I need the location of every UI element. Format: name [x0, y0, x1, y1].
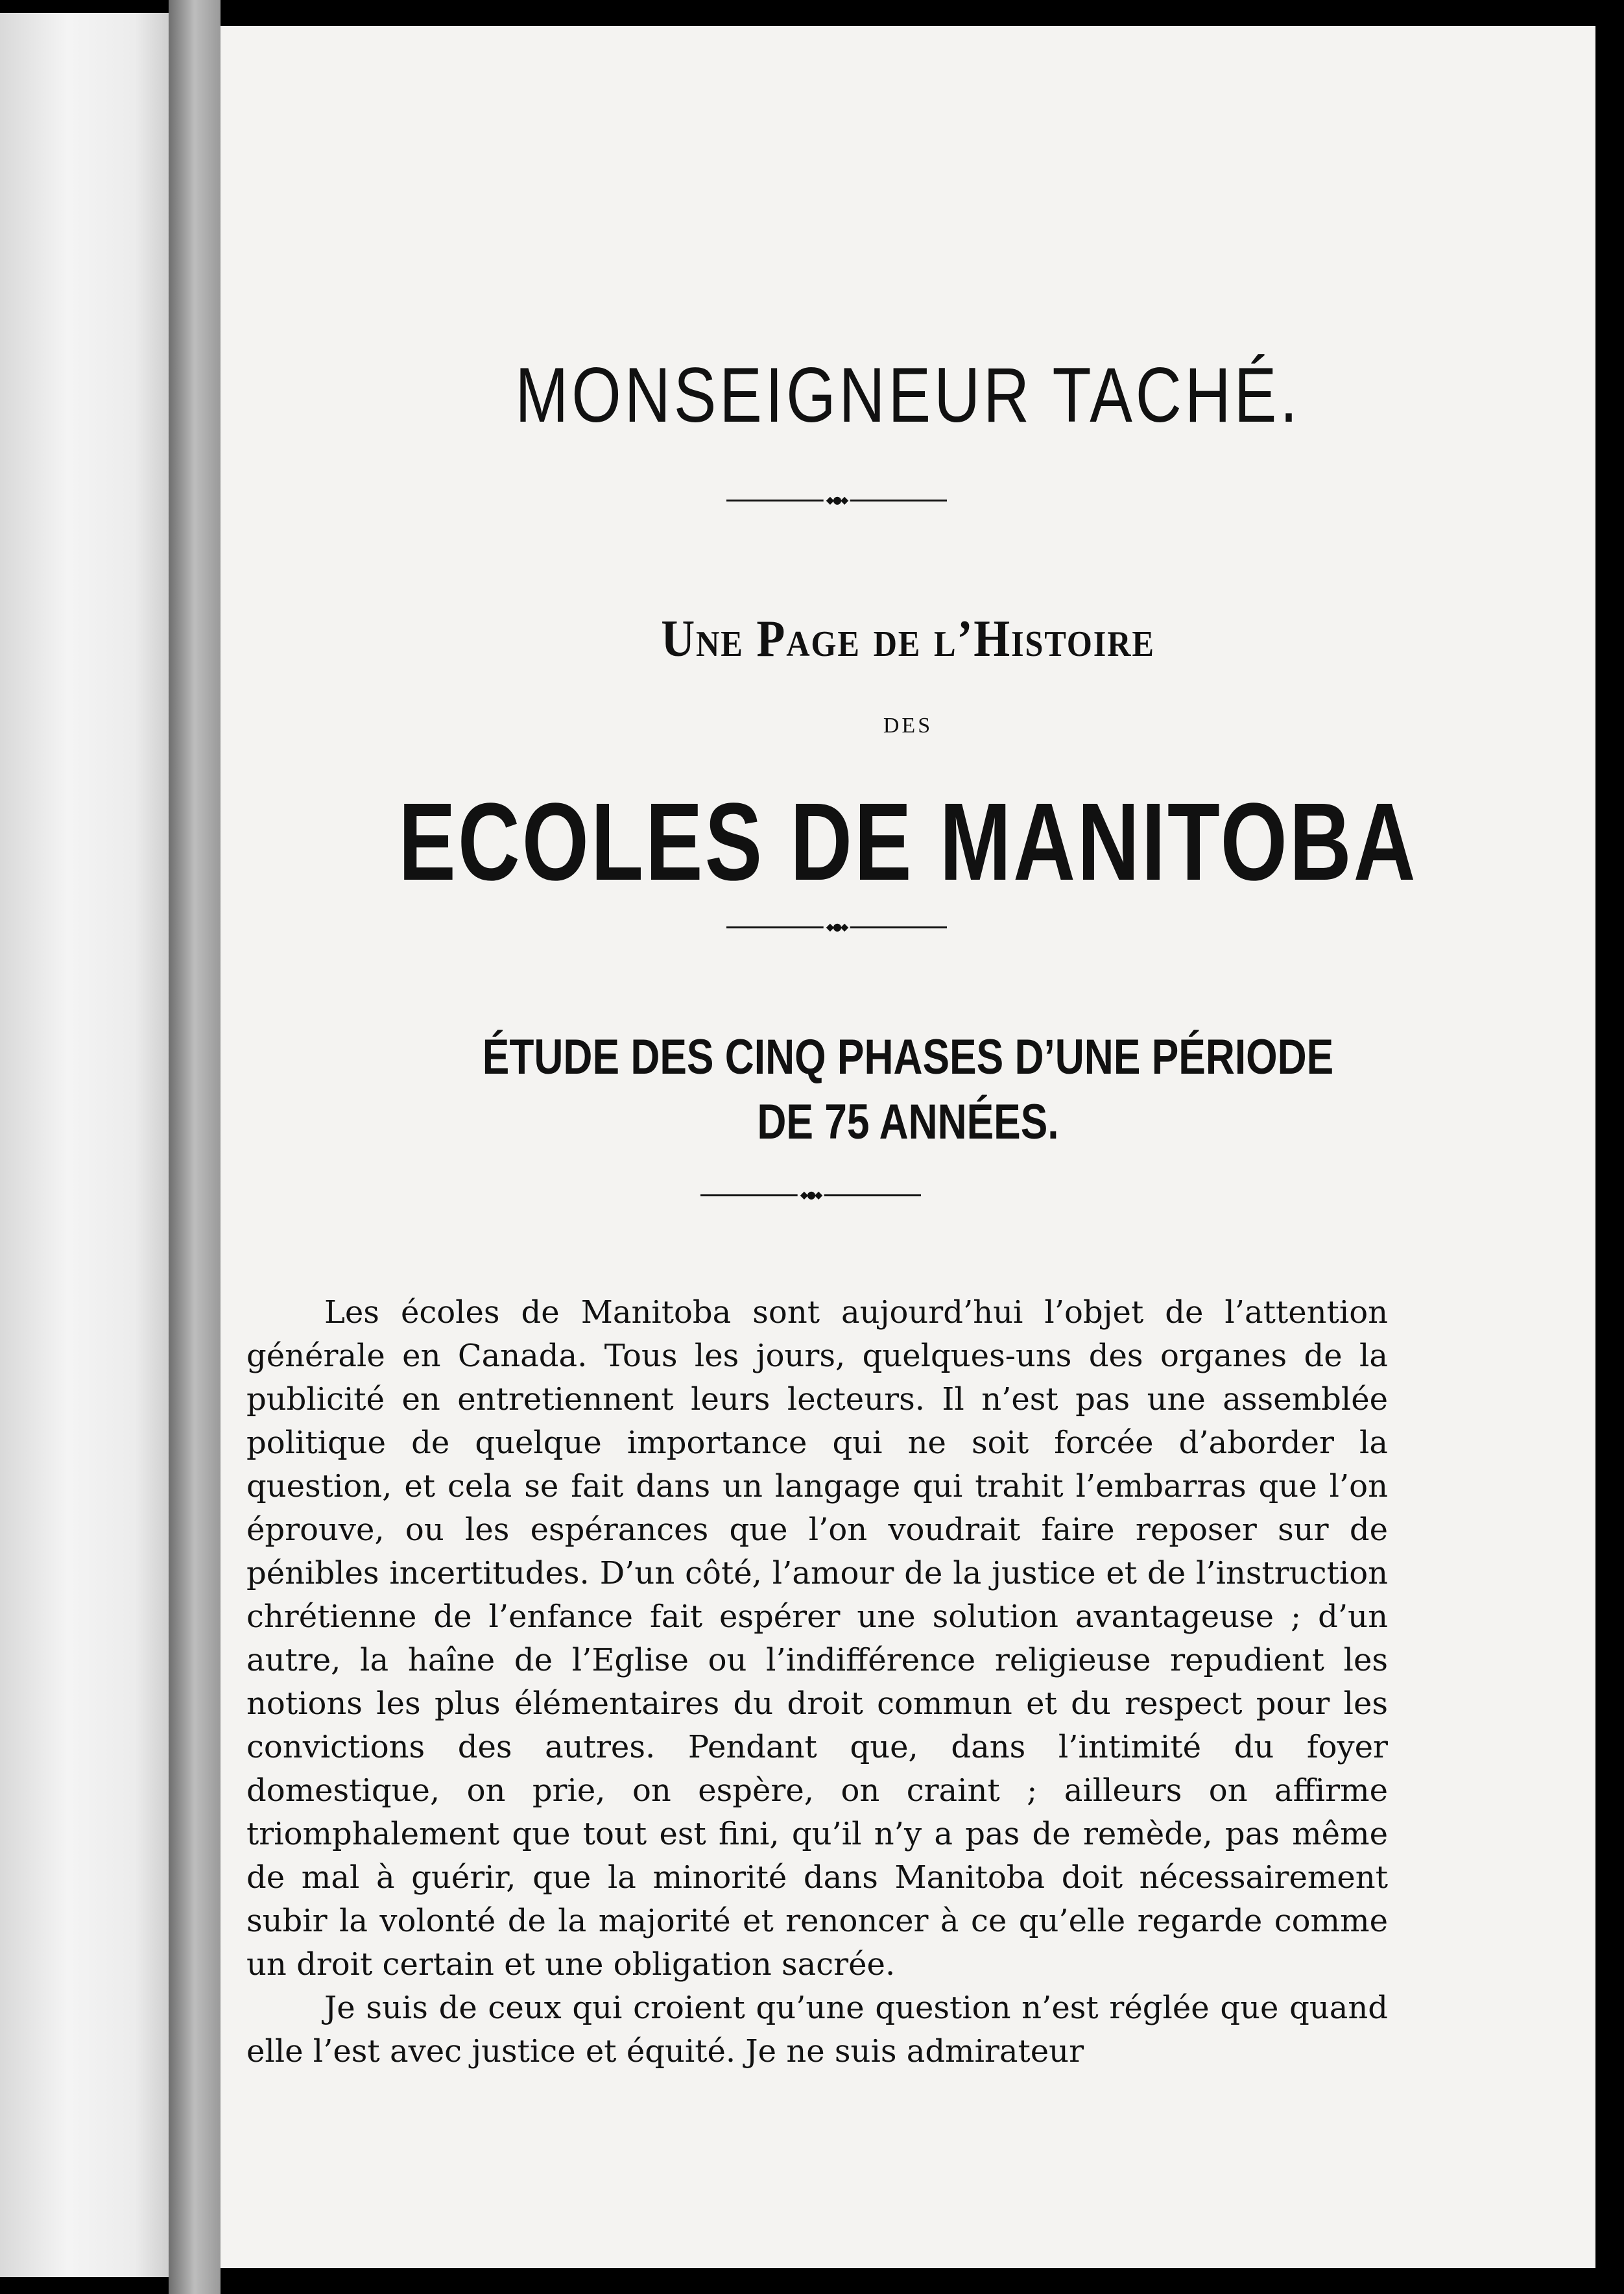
ornamental-rule	[700, 1189, 921, 1201]
subtitle: Une Page de l’Histoire	[661, 610, 1155, 668]
study-heading-line-1: ÉTUDE DES CINQ PHASES D’UNE PÉRIODE	[482, 1030, 1334, 1085]
ornamental-rule	[726, 921, 947, 933]
main-heading: ECOLES DE MANITOBA	[398, 780, 1418, 904]
ornament-icon: ◆●◆	[824, 921, 850, 934]
study-heading-line-2: DE 75 ANNÉES.	[757, 1094, 1059, 1150]
connector-word: DES	[883, 714, 933, 738]
book-gutter	[169, 0, 221, 2294]
ornamental-rule	[726, 494, 947, 506]
scan-border	[1595, 26, 1624, 2268]
page-title: MONSEIGNEUR TACHÉ.	[515, 352, 1301, 439]
paragraph: Les écoles de Manitoba sont aujourd’hui l’objet de l’attention générale en Canada. Tous les jours, quelques-uns des organes de la publicité en entretiennent leurs lecteurs. Il n’est pas une assemblée politique de quelque importance qui ne soit forcée d’aborder la question, et cela se fait dans un langage qui trahit l’embarras que l’on éprouve, ou les espérances que l’on voudrait faire reposer sur de pénibles incertitudes. D’un côté, l’amour de la justice et de l’instruction chrétienne de l’enfance fait espérer une solution avantageuse ; d’un autre, la haîne de l’Eglise ou l’indifférence religieuse repudient les notions les plus élémentaires du droit commun et du respect pour les convictions des autres. Pendant que, dans l’intimité du foyer domestique, on prie, on espère, on craint ; ailleurs on affirme triomphalement que tout est fini, qu’il n’y a pas de remède, pas même de mal à guérir, que la minorité dans Manitoba doit nécessairement subir la volonté de la majorité et renoncer à ce qu’elle regarde comme un droit certain et une obligation sacrée.	[246, 1294, 1388, 1983]
page	[221, 26, 1595, 2268]
body-text	[246, 1291, 1388, 2073]
ornament-icon: ◆●◆	[798, 1189, 824, 1201]
study-heading	[344, 1025, 1472, 1155]
paragraph: Je suis de ceux qui croient qu’une question n’est réglée que quand elle l’est avec justice et équité. Je ne suis admirateur	[246, 1990, 1388, 2070]
ornament-icon: ◆●◆	[824, 494, 850, 507]
facing-page-edge	[0, 13, 169, 2277]
